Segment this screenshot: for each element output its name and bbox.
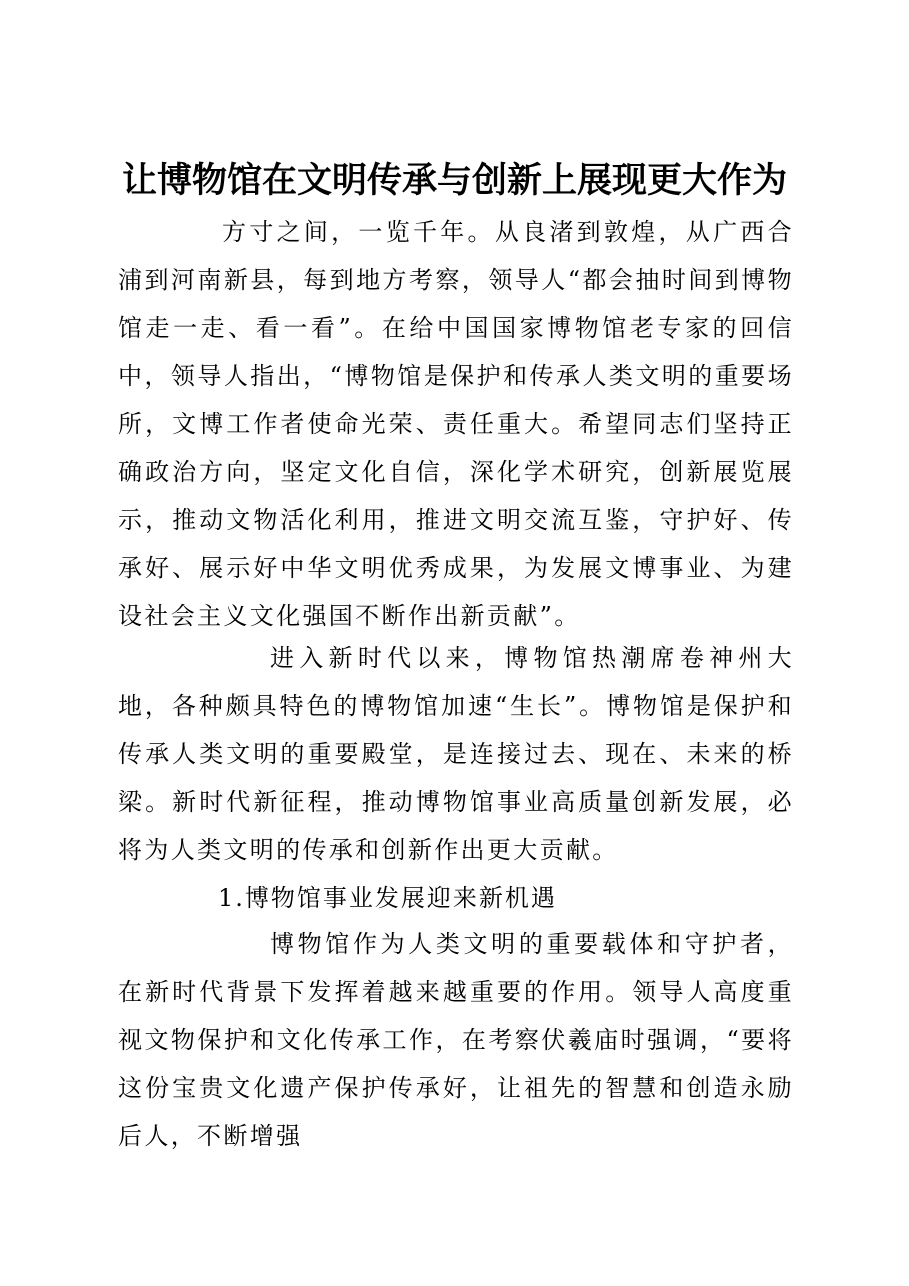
paragraph-new-era: 进入新时代以来，博物馆热潮席卷神州大地，各种颇具特色的博物馆加速“生长”。博物馆是保护和传承人类文明的重要殿堂，是连接过去、现在、未来的桥梁。新时代新征程，推动博物馆事业高质量创新发展，必将为人类文明的传承和创新作出更大贡献。 <box>118 644 794 864</box>
document-title: 让博物馆在文明传承与创新上展现更大作为 <box>121 161 787 201</box>
section-paragraph: 博物馆作为人类文明的重要载体和守护者，在新时代背景下发挥着越来越重要的作用。领导人高度重视文物保护和文化传承工作，在考察伏羲庙时强调，“要将这份宝贵文化遗产保护传承好，让祖先的智慧和创造永励后人，不断增强 <box>118 930 794 1150</box>
paragraph-intro: 方寸之间，一览千年。从良渚到敦煌，从广西合浦到河南新县，每到地方考察，领导人“都会抽时间到博物馆走一走、看一看”。在给中国国家博物馆老专家的回信中，领导人指出，“博物馆是保护和传承人类文明的重要场所，文博工作者使命光荣、责任重大。希望同志们坚持正确政治方向，坚定文化自信，深化学术研究，创新展览展示，推动文物活化利用，推进文明交流互鉴，守护好、传承好、展示好中华文明优秀成果，为发展文博事业、为建设社会主义文化强国不断作出新贡献”。 <box>118 218 794 630</box>
section-heading: 1.博物馆事业发展迎来新机遇 <box>218 884 557 912</box>
